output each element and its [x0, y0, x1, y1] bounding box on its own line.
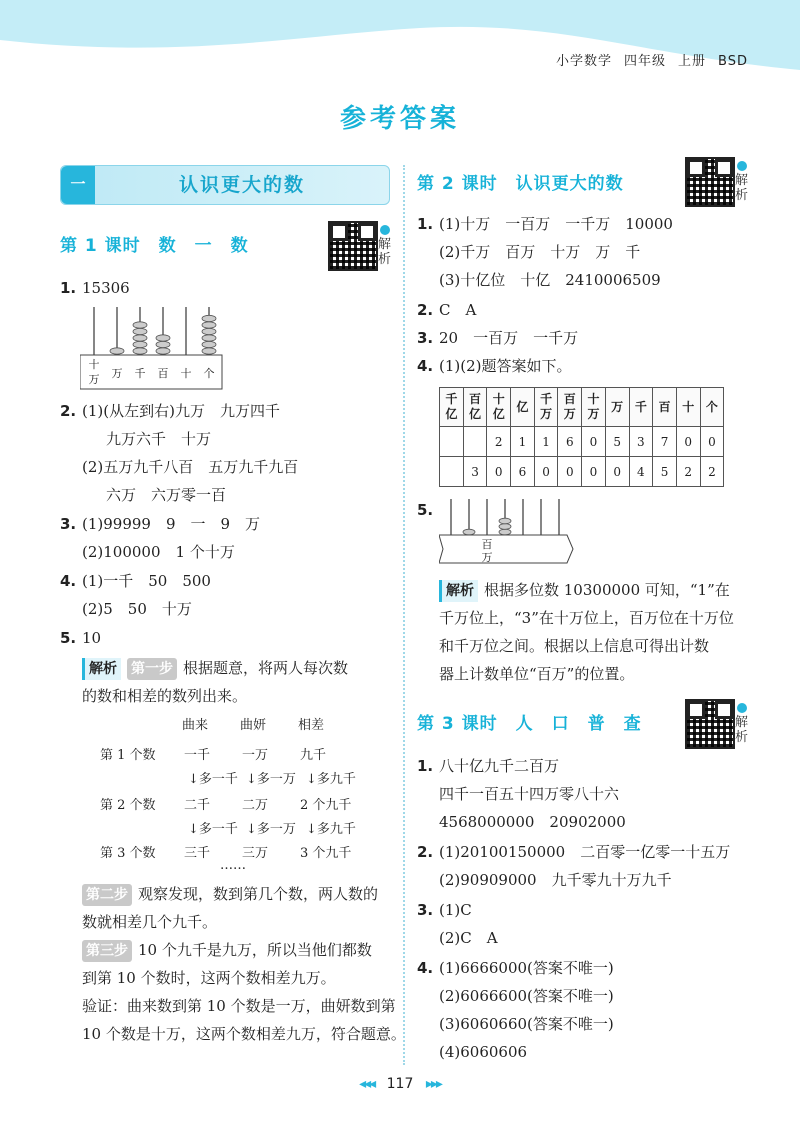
lesson2-title: [417, 169, 624, 209]
q-number: 4.: [417, 357, 434, 375]
down-arrow-icon: ↓: [188, 772, 199, 787]
answer-text: C A: [439, 301, 477, 319]
ellipsis: ……: [220, 858, 246, 873]
lesson3-title-text: 第 3 课时 人 口 普 查: [417, 714, 642, 734]
answer-text: (2)C A: [439, 929, 498, 947]
analysis-text: 10 个数是十万，这两个数相差九万，符合题意。: [82, 1025, 406, 1043]
abacus-diagram: [439, 499, 579, 567]
diagram-cell: 三万: [242, 846, 269, 861]
place-cell: [463, 427, 487, 457]
step-tag: 第二步: [82, 884, 132, 906]
unit-number: 一: [61, 166, 95, 204]
arrow-label: 多一千: [198, 822, 238, 837]
step-tag: 第三步: [82, 940, 132, 962]
analysis-text: 根据题意，将两人每次数: [183, 659, 349, 677]
place-cell: 0: [582, 457, 606, 487]
lesson1-title-text: 第 1 课时 数 一 数: [60, 236, 249, 256]
diagram-head: 相差: [298, 718, 325, 733]
prev-arrows-icon: ◂◂◂: [359, 1076, 375, 1092]
answer-text: (3)十亿位 十亿 2410006509: [439, 271, 661, 289]
svg-text:万: 万: [88, 373, 100, 386]
arrow-label: 多一万: [256, 772, 296, 787]
qr-label: 解析: [735, 173, 749, 203]
arrow-label: 多九千: [316, 822, 356, 837]
q-number: 3.: [417, 329, 434, 347]
answer-text: 四千一百五十四万零八十六: [439, 785, 620, 803]
arrow-label: 多一千: [198, 772, 238, 787]
place-cell: 3: [463, 457, 487, 487]
place-cell: 0: [676, 427, 700, 457]
abacus-label-4: 百: [157, 367, 169, 380]
answer-text: 10: [82, 629, 102, 647]
diagram-cell: 2 个九千: [300, 798, 352, 813]
q-number: 1.: [417, 757, 434, 775]
place-cell: 1: [534, 427, 558, 457]
unit-banner: [60, 165, 390, 205]
answer-text: 八十亿九千二百万: [439, 757, 560, 775]
q-number: 4.: [417, 959, 434, 977]
place-cell: 4: [629, 457, 653, 487]
q-number: 2.: [417, 301, 434, 319]
place-header-2: 十 亿: [487, 388, 511, 427]
place-cell: 5: [605, 427, 629, 457]
volume-label: 上册: [678, 54, 707, 69]
abacus-label-1: 十: [88, 358, 100, 371]
answer-text: 4568000000 20902000: [439, 813, 626, 831]
place-cell: 0: [558, 457, 582, 487]
qr-play-icon: [737, 703, 747, 713]
place-header-9: 百: [653, 388, 677, 427]
diagram-cell: 二万: [242, 798, 269, 813]
place-header-8: 千: [629, 388, 653, 427]
answer-text: (3)6060660(答案不唯一): [439, 1015, 614, 1033]
next-arrows-icon: ▸▸▸: [425, 1076, 441, 1092]
svg-text:万: 万: [481, 551, 493, 564]
diagram-head: 曲妍: [240, 718, 267, 733]
answer-text: (2)100000 1 个十万: [82, 543, 235, 561]
place-cell: 0: [700, 427, 724, 457]
down-arrow-icon: ↓: [306, 822, 317, 837]
answer-text: (2)6066600(答案不唯一): [439, 987, 614, 1005]
place-header-0: 千 亿: [440, 388, 464, 427]
qr-label: 解析: [735, 715, 749, 745]
q-number: 3.: [417, 901, 434, 919]
answer-text: (1)一千 50 500: [82, 572, 211, 590]
place-cell: 0: [582, 427, 606, 457]
answer-text: (1)C: [439, 901, 472, 919]
book-info: [544, 50, 748, 69]
diagram-cell: 九千: [300, 748, 327, 763]
page-number: [0, 1076, 800, 1092]
answer-text: (1)(从左到右)九万 九万四千: [82, 402, 280, 420]
qr-code-icon[interactable]: [685, 699, 735, 749]
left-column: [60, 165, 406, 1043]
analysis-tag: 解析: [82, 658, 121, 680]
unit-title: 认识更大的数: [178, 174, 305, 196]
lesson2-title-text: 第 2 课时 认识更大的数: [417, 174, 624, 194]
answer-text: (1)20100150000 二百零一亿零一十五万: [439, 843, 731, 861]
answer-text: (2)90909000 九千零九十万九千: [439, 871, 672, 889]
place-cell: 2: [676, 457, 700, 487]
page-title: 参考答案: [339, 104, 460, 134]
place-cell: 6: [558, 427, 582, 457]
q-number: 4.: [60, 572, 77, 590]
arrow-label: 多一万: [256, 822, 296, 837]
analysis-text: 根据多位数 10300000 可知，“1”在: [484, 581, 730, 599]
answer-text: (1)6666000(答案不唯一): [439, 959, 614, 977]
abacus-label-6: 个: [203, 367, 215, 380]
place-value-table: [439, 387, 724, 487]
qr-play-icon: [737, 161, 747, 171]
place-cell: 5: [653, 457, 677, 487]
place-cell: 0: [487, 457, 511, 487]
q-number: 2.: [60, 402, 77, 420]
place-cell: 3: [629, 427, 653, 457]
qr-code-icon[interactable]: [685, 157, 735, 207]
abacus-diagram: [80, 307, 230, 392]
place-header-10: 十: [676, 388, 700, 427]
analysis-text: 数就相差几个九千。: [82, 913, 218, 931]
down-arrow-icon: ↓: [246, 822, 257, 837]
q-number: 2.: [417, 843, 434, 861]
analysis-text: 验证：曲来数到第 10 个数是一万，曲妍数到第: [82, 997, 396, 1015]
place-header-7: 万: [605, 388, 629, 427]
place-header-1: 百 亿: [463, 388, 487, 427]
qr-label: 解析: [378, 237, 392, 267]
abacus-label-5: 十: [180, 367, 192, 380]
diagram-cell: 3 个九千: [300, 846, 352, 861]
subject-label: 小学数学: [556, 54, 613, 69]
lesson3-title: [417, 709, 642, 749]
step-tag: 第一步: [127, 658, 177, 680]
place-cell: 0: [605, 457, 629, 487]
place-header-3: 亿: [511, 388, 535, 427]
analysis-tag: 解析: [439, 580, 478, 602]
answer-text: 六万 六万零一百: [106, 486, 227, 504]
arrow-label: 多九千: [316, 772, 356, 787]
place-cell: 6: [511, 457, 535, 487]
place-header-4: 千 万: [534, 388, 558, 427]
analysis-text: 到第 10 个数时，这两个数相差九万。: [82, 969, 336, 987]
abacus-label-2: 万: [111, 367, 123, 380]
qr-play-icon: [380, 225, 390, 235]
answer-text: (4)6060606: [439, 1043, 528, 1061]
q-number: 1.: [60, 279, 77, 297]
answer-text: (2)千万 百万 十万 万 千: [439, 243, 641, 261]
answer-text: (1)十万 一百万 一千万 10000: [439, 215, 673, 233]
place-cell: 2: [700, 457, 724, 487]
diagram-cell: 三千: [184, 846, 211, 861]
analysis-text: 的数和相差的数列出来。: [82, 687, 248, 705]
place-cell: 1: [511, 427, 535, 457]
place-header-5: 百 万: [558, 388, 582, 427]
qr-code-icon[interactable]: [328, 221, 378, 271]
lesson1-title: [60, 231, 249, 271]
analysis-text: 10 个九千是九万，所以当他们都数: [138, 941, 372, 959]
diagram-cell: 一万: [242, 748, 269, 763]
edition-label: BSD: [718, 54, 748, 69]
answer-text: (1)99999 9 一 9 万: [82, 515, 261, 533]
column-divider: [403, 165, 405, 1065]
diagram-head: 曲来: [182, 718, 209, 733]
place-cell: [440, 427, 464, 457]
place-cell: [440, 457, 464, 487]
place-cell: 0: [534, 457, 558, 487]
answer-text: 九万六千 十万: [106, 430, 212, 448]
q-number: 3.: [60, 515, 77, 533]
counting-diagram: [100, 715, 390, 865]
down-arrow-icon: ↓: [306, 772, 317, 787]
diagram-row-label: 第 1 个数: [100, 748, 156, 763]
answer-text: 15306: [82, 279, 130, 297]
place-cell: 7: [653, 427, 677, 457]
analysis-text: 观察发现，数到第几个数，两人数的: [138, 885, 379, 903]
answer-text: (1)(2)题答案如下。: [439, 357, 572, 375]
grade-label: 四年级: [624, 54, 667, 69]
down-arrow-icon: ↓: [246, 772, 257, 787]
analysis-text: 千万位上，“3”在十万位上，百万位在十万位: [439, 609, 734, 627]
down-arrow-icon: ↓: [188, 822, 199, 837]
abacus-label-3: 千: [134, 367, 146, 380]
diagram-cell: 二千: [184, 798, 211, 813]
q-number: 5.: [417, 501, 434, 519]
diagram-row-label: 第 3 个数: [100, 846, 156, 861]
analysis-text: 器上计数单位“百万”的位置。: [439, 665, 635, 683]
answer-text: (2)5 50 十万: [82, 600, 192, 618]
place-cell: 2: [487, 427, 511, 457]
answer-text: 20 一百万 一千万: [439, 329, 579, 347]
diagram-cell: 一千: [184, 748, 211, 763]
abacus-label: 百: [481, 538, 493, 551]
analysis-text: 和千万位之间。根据以上信息可得出计数: [439, 637, 710, 655]
q-number: 1.: [417, 215, 434, 233]
place-header-11: 个: [700, 388, 724, 427]
place-header-6: 十 万: [582, 388, 606, 427]
answer-text: (2)五万九千八百 五万九千九百: [82, 458, 299, 476]
page-number-text: 117: [386, 1076, 414, 1092]
diagram-row-label: 第 2 个数: [100, 798, 156, 813]
q-number: 5.: [60, 629, 77, 647]
